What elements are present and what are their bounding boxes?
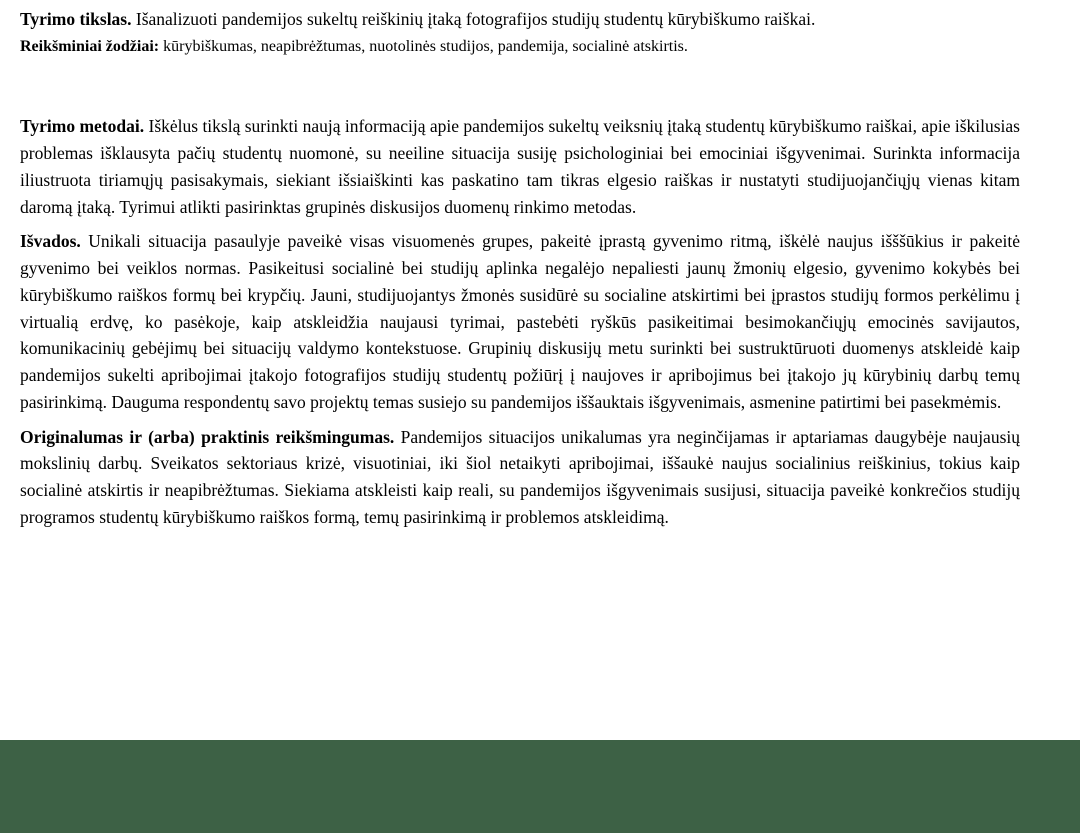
document-body [20,6,1020,531]
footer-color-band [0,740,1080,833]
paragraph-lead-research-goal: Tyrimo tikslas. [20,9,132,29]
paragraph-text-research-goal: Išanalizuoti pandemijos sukeltų reiškinių įtaką fotografijos studijų studentų kūrybiškumo raiškai. [131,9,816,29]
paragraph-lead-originality: Originalumas ir (arba) praktinis reikšmingumas. [20,426,395,447]
paragraph-research-goal [20,6,1020,33]
paragraph-lead-research-methods: Tyrimo metodai. [20,116,145,137]
paragraph-lead-keywords: Reikšminiai žodžiai: [20,37,160,55]
paragraph-text-conclusions: Unikali situacija pasaulyje paveikė visas visuomenės grupes, pakeitė įprastą gyvenimo ritmą, iškėlė naujus išššūkius ir pakeitė gyvenimo bei veiklos normas. Pasikeitusi socialinė bei studijų aplinka negalėjo nepaliesti jaunų žmonių elgesio, gyvenimo kokybės bei kūrybiškumo raiškos formų bei krypčių. Jauni, studijuojantys žmonės susidūrė su socialine atskirtimi bei įprastos studijų formos perkėlimu į virtualią erdvę, ko pasėkoje, kaip atskleidžia naujausi tyrimai, pastebėti ryškūs pasikeitimai besimokančiųjų emocinės savijautos, komunikacinių gebėjimų bei situacijų valdymo kontekstuose. Grupinių diskusijų metu surinkti bei sustruktūruoti duomenys atskleidė kaip pandemijos sukelti apribojimai įtakojo fotografijos studijų studentų požiūrį į naujoves ir apribojimus bei įtakojo jų kūrybinių darbų temų pasirinkimą. Dauguma respondentų savo projektų temas susiejo su pandemijos iššauktais išgyvenimais, asmenine patirtimi bei pasekmėmis. [20,231,1020,412]
paragraph-text-research-methods: Iškėlus tikslą surinkti naują informaciją apie pandemijos sukeltų veiksnių įtaką studentų kūrybiškumo raiškai, apie iškilusias problemas išklausyta pačių studentų nuomonė, su neeiline situacija susiję psichologiniai bei emociniai išgyvenimai. Surinkta informacija iliustruota tiriamųjų pasisakymais, siekiant išsiaiškinti kas paskatino tam tikras elgesio raiškas ir nustatyti studijuojančiųjų vienas kitam daromą įtaką. Tyrimui atlikti pasirinktas grupinės diskusijos duomenų rinkimo metodas. [20,116,1020,217]
paragraph-lead-conclusions: Išvados. [20,231,81,252]
paragraph-conclusions [20,228,1020,415]
paragraph-text-originality: Pandemijos situacijos unikalumas yra neginčijamas ir aptariamas daugybėje naujausių mokslinių darbų. Sveikatos sektoriaus krizė, visuotiniai, iki šiol netaikyti apribojimai, iššaukė naujus socialinius reiškinius, tokius kaip socialinė atskirtis ir neapibrėžtumas. Siekiama atskleisti kaip reali, su pandemijos išgyvenimais susijusi, situacija paveikė konkrečios studijų programos studentų kūrybiškumo raiškos formą, temų pasirinkimą ir problemos atskleidimą. [20,426,1020,527]
paragraph-originality [20,424,1020,531]
paragraph-research-methods [20,113,1020,220]
keywords-list: kūrybiškumas, neapibrėžtumas, nuotolinės studijos, pandemija, socialinė atskirtis. [159,37,688,55]
paragraph-keywords [20,35,1020,59]
